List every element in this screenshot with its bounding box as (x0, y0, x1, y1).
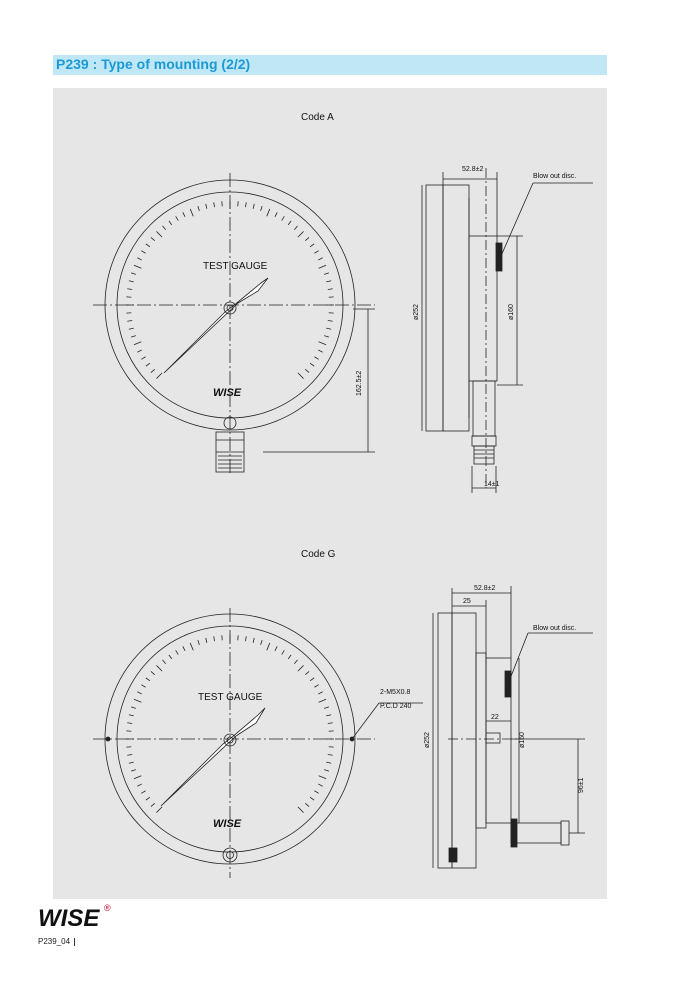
dial-tick (245, 202, 246, 207)
dial-tick (131, 707, 136, 709)
dial-tick (305, 671, 309, 674)
dial-tick (214, 202, 215, 207)
dial-tick (206, 638, 207, 643)
dial-tick (146, 363, 150, 366)
code-a-dial-text: TEST GAUGE (203, 261, 268, 272)
dial-tick (151, 237, 155, 240)
code-a-diameter-dim: ø252 (413, 304, 420, 320)
code-g-pcd-dim: P.C.D 240 (380, 703, 412, 710)
code-a-stem-dim: 14±1 (484, 481, 500, 488)
dial-tick (131, 770, 136, 772)
dial-tick (326, 281, 331, 282)
dial-tick (328, 289, 333, 290)
dial-tick (183, 212, 185, 216)
dial-tick (214, 636, 215, 641)
dial-tick (288, 221, 291, 225)
dial-tick (198, 206, 200, 211)
dial-tick (267, 643, 270, 650)
dial-tick (298, 807, 304, 813)
dial-tick (137, 258, 141, 260)
page-title: P239 : Type of mounting (2/2) (56, 56, 251, 72)
dial-tick (328, 723, 333, 724)
dial-tick (318, 784, 322, 786)
dial-tick (151, 671, 155, 674)
dial-tick (134, 342, 141, 345)
dial-tick (328, 320, 333, 321)
dial-tick (282, 650, 285, 654)
code-g-diameter-dim: ø252 (424, 732, 431, 748)
dial-tick (282, 216, 285, 220)
dial-tick (134, 265, 141, 268)
dial-tick (253, 638, 254, 643)
code-a-height-dim: 162.5±2 (356, 370, 363, 396)
dial-tick (294, 226, 297, 230)
dial-tick (169, 655, 172, 659)
section-title-bar (53, 55, 607, 75)
dial-tick (137, 784, 141, 786)
dial-tick (275, 646, 277, 650)
dial-tick (141, 357, 145, 360)
dial-tick (326, 762, 331, 763)
code-g-inner-dim: ø160 (519, 732, 526, 748)
dial-tick (261, 640, 263, 645)
svg-text:WISE: WISE (38, 905, 100, 930)
dial-tick (131, 273, 136, 275)
dial-tick (129, 328, 134, 329)
dial-tick (314, 685, 318, 688)
dial-tick (298, 373, 304, 379)
registered-mark: ® (104, 903, 111, 913)
dial-tick (127, 289, 132, 290)
code-a-label: Code A (301, 112, 334, 123)
dial-tick (198, 640, 200, 645)
dial-tick (305, 237, 309, 240)
code-a-brand: WISE (213, 387, 242, 399)
technical-drawing (53, 88, 607, 899)
dial-tick (305, 369, 309, 372)
dial-tick (137, 350, 141, 352)
code-g-front-view (93, 608, 423, 878)
dial-tick (162, 660, 165, 664)
page-id: P239_04 (38, 937, 71, 946)
dial-tick (146, 678, 150, 681)
dial-tick (151, 803, 155, 806)
dial-tick (146, 797, 150, 800)
dial-tick (326, 715, 331, 716)
dial-tick (127, 320, 132, 321)
dial-tick (129, 762, 134, 763)
dial-tick (261, 206, 263, 211)
code-a-depth-dim: 52.8±2 (462, 166, 484, 173)
dial-tick (326, 328, 331, 329)
code-g-stud-dim: 22 (491, 714, 499, 721)
dial-tick (162, 226, 165, 230)
dial-tick (319, 699, 326, 702)
dial-tick (294, 660, 297, 664)
code-g-dial-text: TEST GAUGE (198, 692, 263, 703)
dial-tick (127, 754, 132, 755)
dial-tick (310, 797, 314, 800)
dial-tick (134, 776, 141, 779)
dial-tick (275, 212, 277, 216)
dial-tick (176, 216, 179, 220)
dial-tick (141, 251, 145, 254)
dial-tick (314, 791, 318, 794)
page-separator (74, 938, 75, 946)
dial-tick (141, 791, 145, 794)
code-g-brand: WISE (213, 818, 242, 830)
dial-tick (318, 692, 322, 694)
code-g-offset-dim: 96±1 (578, 777, 585, 793)
dial-tick (319, 776, 326, 779)
dial-tick (310, 678, 314, 681)
code-a-side-view (422, 168, 593, 493)
dial-tick (305, 803, 309, 806)
dial-tick (183, 646, 185, 650)
code-g-label: Code G (301, 549, 336, 560)
dial-tick (129, 281, 134, 282)
dial-tick (324, 273, 329, 275)
dial-tick (324, 707, 329, 709)
dial-tick (310, 244, 314, 247)
dial-tick (324, 336, 329, 338)
dial-tick (298, 231, 304, 237)
dial-tick (176, 650, 179, 654)
dial-tick (328, 754, 333, 755)
dial-tick (190, 209, 193, 216)
code-a-front-view (93, 173, 375, 473)
dial-tick (137, 692, 141, 694)
dial-tick (253, 204, 254, 209)
dial-tick (319, 342, 326, 345)
dial-tick (319, 265, 326, 268)
dial-tick (190, 643, 193, 650)
dial-tick (134, 699, 141, 702)
dial-tick (310, 363, 314, 366)
dial-tick (156, 807, 162, 813)
dial-tick (156, 373, 162, 379)
dial-tick (127, 723, 132, 724)
code-a-blowout-label: Blow out disc. (533, 173, 577, 180)
dial-tick (298, 665, 304, 671)
wise-logo (38, 904, 102, 930)
code-g-depth-dim: 52.8±2 (474, 585, 496, 592)
dial-tick (314, 251, 318, 254)
dial-tick (206, 204, 207, 209)
dial-tick (131, 336, 136, 338)
dial-tick (288, 655, 291, 659)
dial-tick (141, 685, 145, 688)
dial-tick (245, 636, 246, 641)
code-g-blowout-label: Blow out disc. (533, 625, 577, 632)
dial-tick (156, 231, 162, 237)
code-g-bolts-dim: 2-M5X0.8 (380, 689, 411, 696)
dial-tick (169, 221, 172, 225)
dial-tick (146, 244, 150, 247)
dial-tick (318, 258, 322, 260)
dial-tick (318, 350, 322, 352)
dial-tick (314, 357, 318, 360)
dial-tick (156, 665, 162, 671)
dial-tick (267, 209, 270, 216)
code-a-inner-dim: ø160 (508, 304, 515, 320)
code-g-flange-dim: 25 (463, 598, 471, 605)
dial-tick (129, 715, 134, 716)
dial-tick (151, 369, 155, 372)
dial-tick (324, 770, 329, 772)
